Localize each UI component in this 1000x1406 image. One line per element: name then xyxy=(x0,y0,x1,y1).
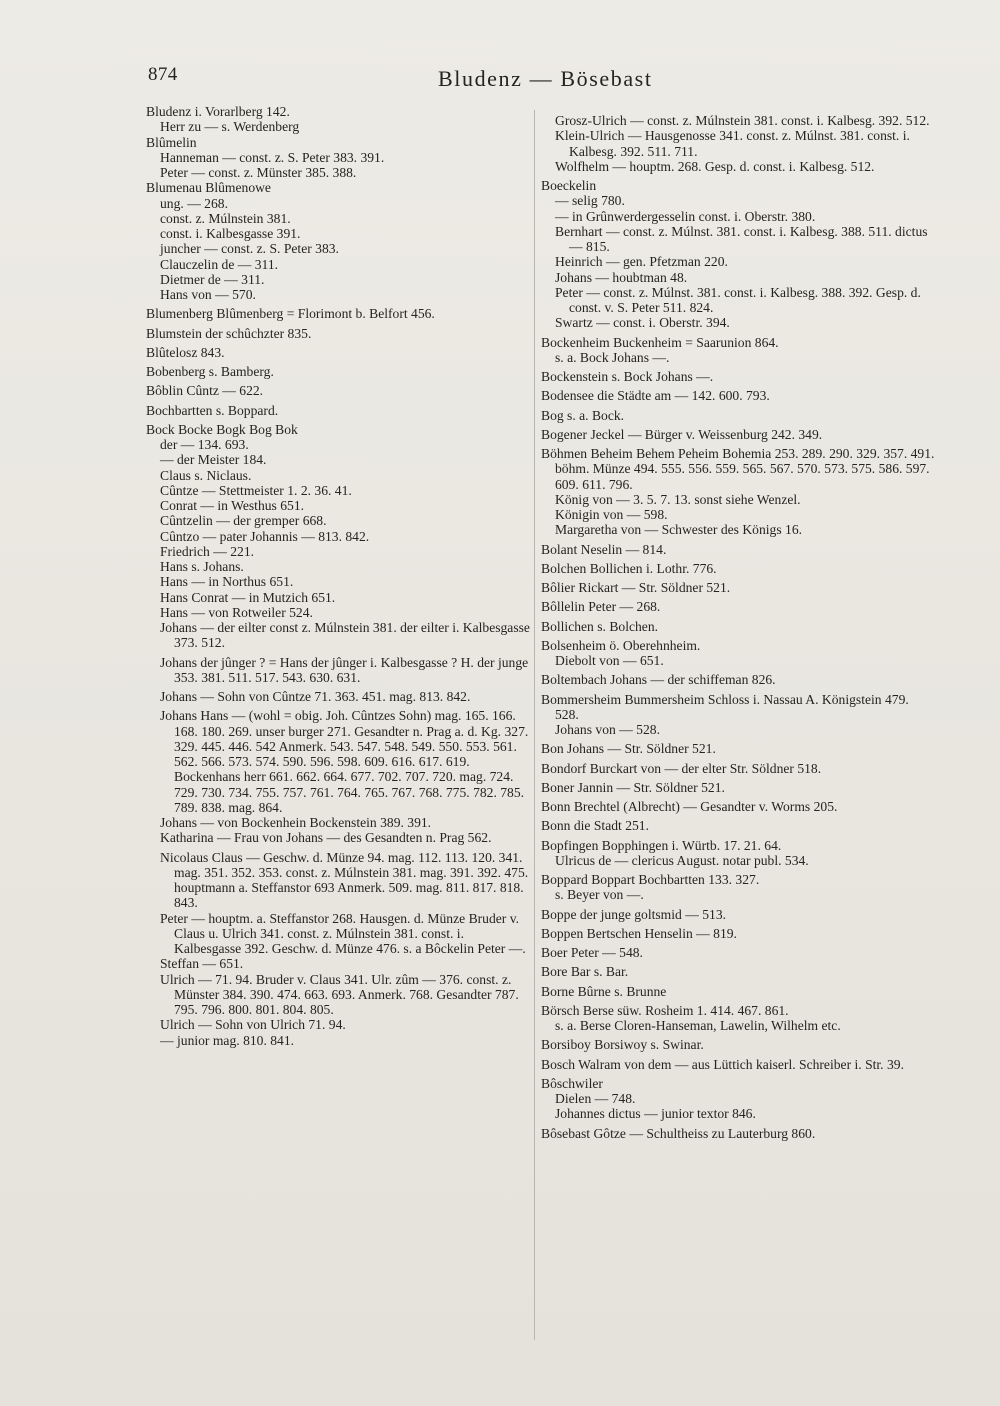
index-subentry: Cûntzo — pater Johannis — 813. 842. xyxy=(160,528,370,544)
index-entry: Bôblin Cûntz — 622. xyxy=(146,383,264,399)
index-entry: Bôllelin Peter — 268. xyxy=(541,599,661,615)
index-entry: Bommersheim Bummersheim Schloss i. Nassau A. Königstein 479. 528. xyxy=(541,691,909,722)
index-subentry: König von — 3. 5. 7. 13. sonst siehe Wenzel. xyxy=(555,491,801,507)
index-subentry: Ulricus de — clericus August. notar publ. 534. xyxy=(555,852,809,868)
index-entry: Bog s. a. Bock. xyxy=(541,407,625,423)
index-subentry: Wolfhelm — houptm. 268. Gesp. d. const. i. Kalbesg. 512. xyxy=(555,158,875,174)
index-subentry: Peter — houptm. a. Steffanstor 268. Hausgen. d. Münze Bruder v. Claus u. Ulrich 341. const. z. Múlnstein 381. const. i. Kalbesgasse 392. Geschw. d. Münze 476. s. a Bôckelin Peter —. xyxy=(160,910,526,956)
index-subentry: ung. — 268. xyxy=(160,195,228,211)
index-entry: Bolant Neselin — 814. xyxy=(541,541,667,557)
index-entry: Bondorf Burckart von — der elter Str. Söldner 518. xyxy=(541,760,822,776)
index-subentry: Johans — der eilter const z. Múlnstein 381. der eilter i. Kalbesgasse 373. 512. xyxy=(160,620,530,651)
page-number: 874 xyxy=(148,64,178,85)
index-subentry: Margaretha von — Schwester des Königs 16. xyxy=(555,522,803,538)
index-subentry: Diebolt von — 651. xyxy=(555,653,664,668)
index-subentry: Steffan — 651. xyxy=(160,956,244,972)
index-entry: Bôsebast Gôtze — Schultheiss zu Lauterburg 860. xyxy=(541,1125,816,1141)
index-subentry: Königin von — 598. xyxy=(555,507,668,522)
index-entry: Boner Jannin — Str. Söldner 521. xyxy=(541,779,725,795)
index-subentry: Conrat — in Westhus 651. xyxy=(160,498,305,513)
index-entry: Bodensee die Städte am — 142. 600. 793. xyxy=(541,388,770,404)
column-divider xyxy=(534,110,535,1340)
index-subentry: Johans der jûnger ? = Hans der jûnger i. Kalbesgasse ? H. der junge 353. 381. 511. 517. 543. 630. 631. xyxy=(160,654,529,685)
index-subentry: — junior mag. 810. 841. xyxy=(160,1032,295,1048)
index-subentry: Hans — in Northus 651. xyxy=(160,574,294,590)
index-subentry: Hans von — 570. xyxy=(160,287,256,302)
index-entry: Bonn Brechtel (Albrecht) — Gesandter v. Worms 205. xyxy=(541,799,838,814)
index-entry: Bochbartten s. Boppard. xyxy=(146,402,279,418)
index-entry: Bollichen s. Bolchen. xyxy=(541,618,659,634)
index-subentry: Ulrich — 71. 94. Bruder v. Claus 341. Ulr. zûm — 376. const. z. Münster 384. 390. 474. 663. 693. Anmerk. 768. Gesandter 787. 795. 796. 800. 801. 804. 805. xyxy=(160,971,519,1017)
index-subentry: Johannes dictus — junior textor 846. xyxy=(555,1106,756,1122)
index-entry: Boeckelin xyxy=(541,178,597,193)
index-subentry: s. Beyer von —. xyxy=(555,887,644,903)
index-entry: Bockenheim Buckenheim = Saarunion 864. xyxy=(541,334,779,350)
index-subentry: Peter — const. z. Múlnst. 381. const. i. Kalbesg. 388. 392. Gesp. d. const. v. S. Peter 511. 824. xyxy=(555,284,921,315)
index-subentry: const. z. Múlnstein 381. xyxy=(160,210,291,226)
index-subentry: Swartz — const. i. Oberstr. 394. xyxy=(555,315,730,331)
index-entry: Blûtelosz 843. xyxy=(146,344,225,360)
index-entry: Blûmelin xyxy=(146,134,197,150)
index-subentry: Katharina — Frau von Johans — des Gesandten n. Prag 562. xyxy=(160,830,492,846)
index-entry: Bosch Walram von dem — aus Lüttich kaiserl. Schreiber i. Str. 39. xyxy=(541,1056,904,1072)
index-subentry: — der Meister 184. xyxy=(160,452,267,468)
index-entry: Bopfingen Bopphingen i. Würtb. 17. 21. 64. xyxy=(541,837,782,853)
index-subentry: Clauczelin de — 311. xyxy=(160,256,279,272)
index-entry: Börsch Berse süw. Rosheim 1. 414. 467. 861. xyxy=(541,1002,789,1018)
index-entry: Bobenberg s. Bamberg. xyxy=(146,364,274,379)
index-entry: Blumenberg Blûmenberg = Florimont b. Belfort 456. xyxy=(146,306,435,322)
index-entry: Blumenau Blûmenowe xyxy=(146,180,271,196)
index-subentry: Grosz-Ulrich — const. z. Múlnstein 381. const. i. Kalbesg. 392. 512. xyxy=(555,113,930,128)
index-subentry: Klein-Ulrich — Hausgenosse 341. const. z. Múlnst. 381. const. i. Kalbesg. 392. 511. 711. xyxy=(555,128,910,159)
index-subentry: Hanneman — const. z. S. Peter 383. 391. xyxy=(160,149,385,165)
running-head: Bludenz — Bösebast xyxy=(438,66,653,91)
index-subentry: const. i. Kalbesgasse 391. xyxy=(160,226,301,241)
index-entry: Bolsenheim ö. Oberehnheim. xyxy=(541,637,701,653)
index-entry: Bockenstein s. Bock Johans —. xyxy=(541,369,714,384)
index-entry: Böhmen Beheim Behem Peheim Bohemia 253. 289. 290. 329. 357. 491. böhm. Münze 494. 555. 556. 559. 565. 567. 570. 573. 575. 586. 597. 609. 611. 796. xyxy=(541,446,935,492)
index-entry: Bon Johans — Str. Söldner 521. xyxy=(541,741,716,757)
index-entry: Bock Bocke Bogk Bog Bok xyxy=(146,421,298,437)
index-subentry: Johans Hans — (wohl = obig. Joh. Cûntzes Sohn) mag. 165. 166. 168. 180. 269. unser burger 271. Gesandter n. Prag a. d. Kg. 327. 329. 445. 446. 542 Anmerk. 543. 547. 548. 549. 550. 553. 561. 562. 566. 573. 574. 590. 596. 598. 609. 616. 617. 619. Bockenhans herr 661. 662. 664. 677. 702. 707. 720. mag. 724. 729. 730. 734. 755. 757. 761. 764. 765. 767. 768. 775. 782. 785. 789. 838. mag. 864. xyxy=(160,708,529,815)
index-entry: Bogener Jeckel — Bürger v. Weissenburg 242. 349. xyxy=(541,426,823,442)
index-entry: Blumstein der schûchzter 835. xyxy=(146,325,312,341)
index-entry: Bolchen Bollichen i. Lothr. 776. xyxy=(541,560,717,576)
index-entry: Bôlier Rickart — Str. Söldner 521. xyxy=(541,580,731,595)
index-entry: Boltembach Johans — der schiffeman 826. xyxy=(541,672,776,688)
index-subentry: Hans s. Johans. xyxy=(160,559,244,574)
index-entry: Bludenz i. Vorarlberg 142. xyxy=(146,104,290,119)
index-subentry: Friedrich — 221. xyxy=(160,543,255,559)
index-subentry: Johans — Sohn von Cûntze 71. 363. 451. mag. 813. 842. xyxy=(160,689,471,704)
index-entry: Boer Peter — 548. xyxy=(541,945,643,960)
index-subentry: Dielen — 748. xyxy=(555,1091,636,1106)
index-subentry: Nicolaus Claus — Geschw. d. Münze 94. mag. 112. 113. 120. 341. mag. 351. 352. 353. const. z. Múlnstein 381. mag. 391. 392. 475. houptmann a. Steffanstor 693 Anmerk. 509. mag. 811. 817. 818. 843. xyxy=(160,849,529,911)
index-subentry: Hans Conrat — in Mutzich 651. xyxy=(160,589,336,605)
index-entry: Bôschwiler xyxy=(541,1075,603,1091)
index-entry: Boppen Bertschen Henselin — 819. xyxy=(541,925,737,941)
index-subentry: Hans — von Rotweiler 524. xyxy=(160,604,313,620)
index-subentry: juncher — const. z. S. Peter 383. xyxy=(160,241,339,257)
index-subentry: s. a. Berse Cloren-Hanseman, Lawelin, Wilhelm etc. xyxy=(555,1018,841,1033)
index-entry: Boppard Boppart Bochbartten 133. 327. xyxy=(541,872,760,887)
index-subentry: der — 134. 693. xyxy=(160,437,249,452)
index-subentry: Johans von — 528. xyxy=(555,722,660,737)
index-subentry: Dietmer de — 311. xyxy=(160,271,265,287)
index-subentry: Herr zu — s. Werdenberg xyxy=(160,119,300,135)
index-entry: Boppe der junge goltsmid — 513. xyxy=(541,906,727,922)
index-entry: Bonn die Stadt 251. xyxy=(541,818,649,834)
index-subentry: Cûntze — Stettmeister 1. 2. 36. 41. xyxy=(160,482,352,498)
index-entry: Borne Bûrne s. Brunne xyxy=(541,983,667,999)
index-entry: Bore Bar s. Bar. xyxy=(541,964,629,980)
index-subentry: Peter — const. z. Münster 385. 388. xyxy=(160,165,357,180)
index-subentry: Heinrich — gen. Pfetzman 220. xyxy=(555,254,728,270)
index-subentry: Bernhart — const. z. Múlnst. 381. const. i. Kalbesg. 388. 511. dictus — 815. xyxy=(555,223,928,254)
index-subentry: Ulrich — Sohn von Ulrich 71. 94. xyxy=(160,1017,346,1033)
index-subentry: Cûntzelin — der gremper 668. xyxy=(160,513,327,529)
index-entry: Borsiboy Borsiwoy s. Swinar. xyxy=(541,1037,704,1053)
index-column-left xyxy=(146,104,530,1048)
index-subentry: Claus s. Niclaus. xyxy=(160,467,252,483)
index-subentry: — selig 780. xyxy=(555,193,625,209)
index-column-right xyxy=(541,113,935,1141)
index-subentry: Johans — houbtman 48. xyxy=(555,269,688,285)
index-subentry: s. a. Bock Johans —. xyxy=(555,349,670,365)
index-subentry: Johans — von Bockenhein Bockenstein 389. 391. xyxy=(160,815,432,830)
index-subentry: — in Grûnwerdergesselin const. i. Oberstr. 380. xyxy=(555,208,816,224)
